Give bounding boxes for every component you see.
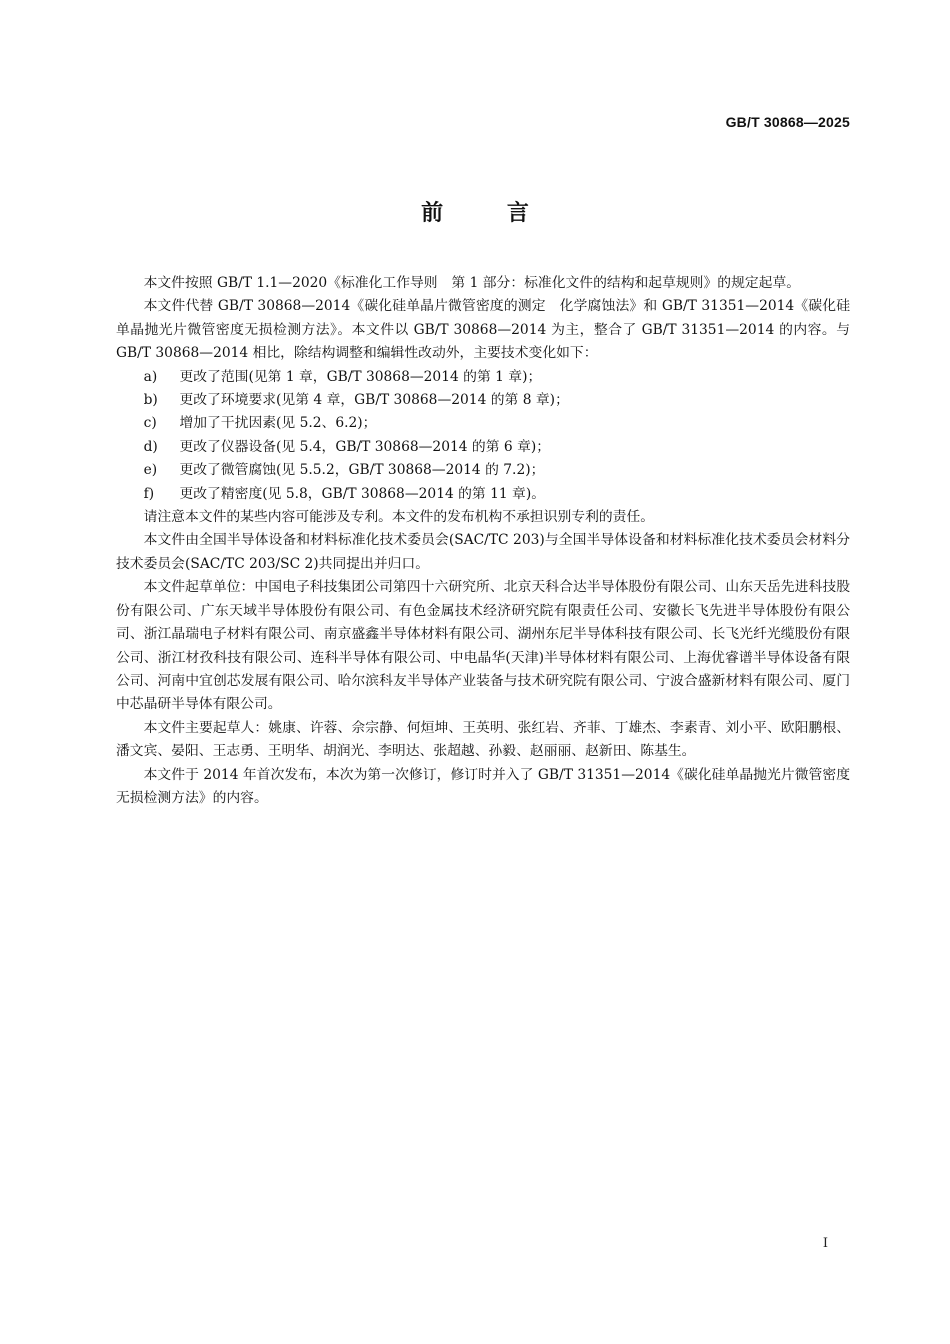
paragraph-replacement: 本文件代替 GB/T 30868—2014《碳化硅单晶片微管密度的测定 化学腐蚀法》和 GB/T 31351—2014《碳化硅单晶抛光片微管密度无损检测方法》。本文件以 GB/T 30868—2014 为主，整合了 GB/T 31351—2014 的内容。与 GB/T 30868—2014 相比，除结构调整和编辑性改动外，主要技术变化如下： <box>116 298 850 362</box>
change-item-marker: e) <box>143 462 158 479</box>
paragraph-drafters: 本文件主要起草人：姚康、许蓉、佘宗静、何烜坤、王英明、张红岩、齐菲、丁雄杰、李素青、刘小平、欧阳鹏根、潘文宾、晏阳、王志勇、王明华、胡润光、李明达、张超越、孙毅、赵丽丽、赵新田、陈基生。 <box>116 719 850 760</box>
paragraph-patent-notice: 请注意本文件的某些内容可能涉及专利。本文件的发布机构不承担识别专利的责任。 <box>143 509 655 526</box>
change-item-marker: a) <box>143 368 158 385</box>
change-item <box>116 436 850 459</box>
change-item <box>116 483 850 506</box>
page-title: 前 言 <box>421 201 557 226</box>
paragraph-proposer: 本文件由全国半导体设备和材料标准化技术委员会(SAC/TC 203)与全国半导体设备和材料标准化技术委员会材料分技术委员会(SAC/TC 203/SC 2)共同提出并归口。 <box>116 532 850 572</box>
change-item-text: 更改了环境要求(见第 4 章，GB/T 30868—2014 的第 8 章)； <box>179 392 569 409</box>
paragraph-drafting-organizations: 本文件起草单位：中国电子科技集团公司第四十六研究所、北京天科合达半导体股份有限公司、山东天岳先进科技股份有限公司、广东天域半导体股份有限公司、有色金属技术经济研究院有限责任公司、安徽长飞先进半导体股份有限公司、浙江晶瑞电子材料有限公司、南京盛鑫半导体材料有限公司、湖州东尼半导体科技有限公司、长飞光纤光缆股份有限公司、浙江材孜科技有限公司、连科半导体有限公司、中电晶华(天津)半导体材料有限公司、上海优睿谱半导体设备有限公司、河南中宜创芯发展有限公司、哈尔滨科友半导体产业装备与技术研究院有限公司、宁波合盛新材料有限公司、厦门中芯晶研半导体有限公司。 <box>116 579 850 713</box>
paragraph-drafting-rules: 本文件按照 GB/T 1.1—2020《标准化工作导则 第 1 部分：标准化文件的结构和起草规则》的规定起草。 <box>143 275 801 291</box>
change-item <box>116 459 850 482</box>
change-item-text: 增加了干扰因素(见 5.2、6.2)； <box>179 415 377 432</box>
change-item-text: 更改了微管腐蚀(见 5.5.2，GB/T 30868—2014 的 7.2)； <box>179 462 545 479</box>
foreword-body <box>116 272 850 810</box>
standard-number: GB/T 30868—2025 <box>725 114 850 130</box>
change-item-marker: b) <box>143 392 158 409</box>
change-item <box>116 366 850 389</box>
change-item-marker: c) <box>143 415 157 432</box>
change-item <box>116 389 850 412</box>
change-item-marker: d) <box>143 438 158 455</box>
change-item-text: 更改了范围(见第 1 章，GB/T 30868—2014 的第 1 章)； <box>179 368 542 385</box>
change-item-text: 更改了精密度(见 5.8，GB/T 30868—2014 的第 11 章)。 <box>179 485 546 502</box>
change-item-marker: f) <box>143 485 155 502</box>
page-number: I <box>822 1236 828 1251</box>
paragraph-history: 本文件于 2014 年首次发布，本次为第一次修订，修订时并入了 GB/T 31351—2014《碳化硅单晶抛光片微管密度无损检测方法》的内容。 <box>116 766 850 806</box>
change-item-text: 更改了仪器设备(见 5.4，GB/T 30868—2014 的第 6 章)； <box>179 438 551 455</box>
change-item <box>116 412 850 435</box>
